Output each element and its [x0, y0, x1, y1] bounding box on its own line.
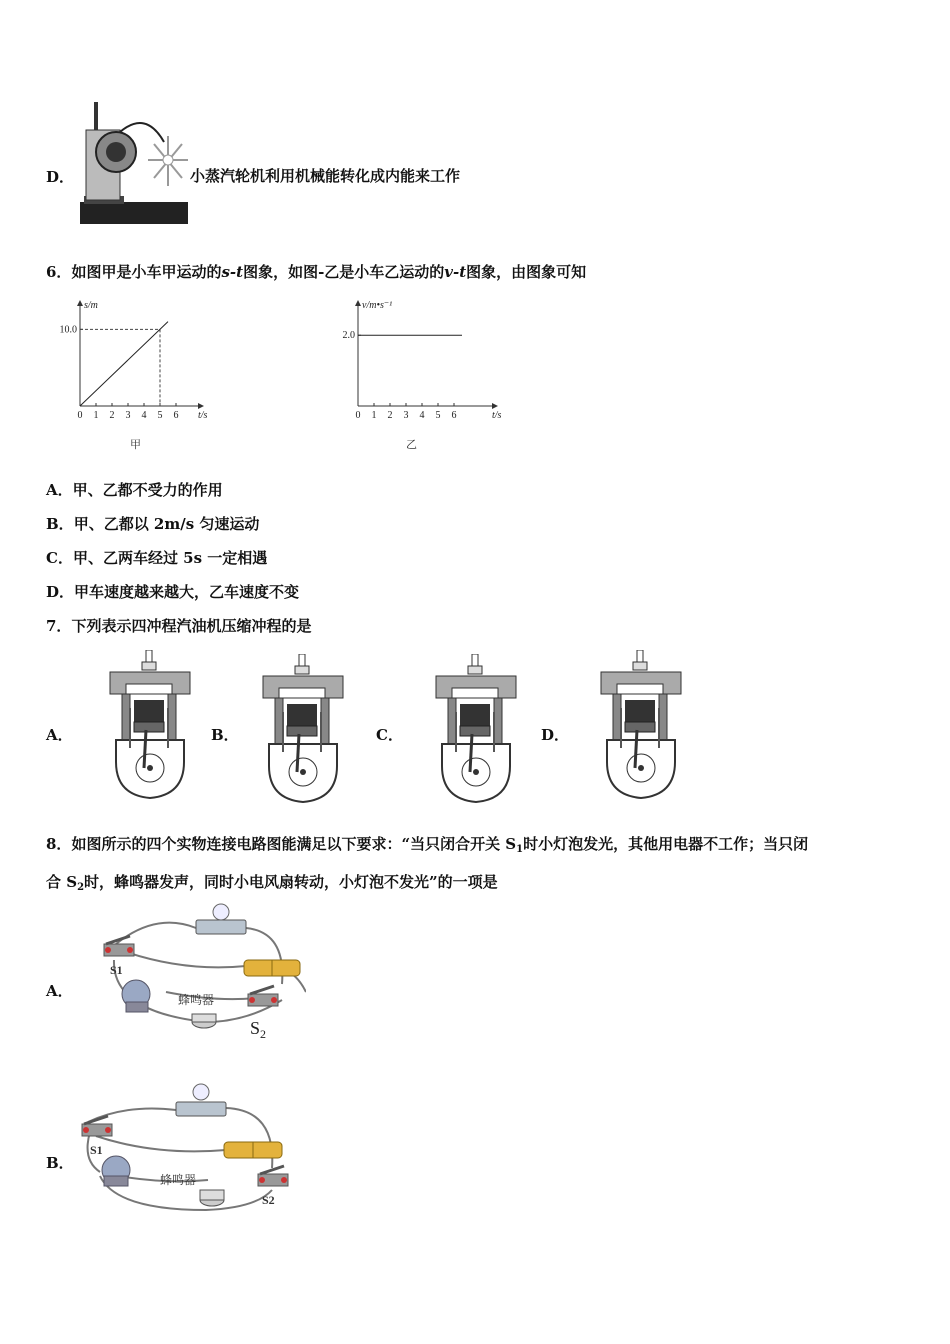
x-tick-label: 0: [77, 410, 83, 421]
question-number: 7．: [46, 617, 72, 635]
x-tick-label: 1: [93, 410, 99, 421]
switch-s2-label: S2: [262, 1193, 275, 1207]
stem-part: 合 S: [46, 873, 78, 891]
stem-part: 图象，如图-乙是小车乙运动的: [243, 263, 445, 281]
x-tick-label: 2: [109, 410, 115, 421]
q6-option-c[interactable]: [46, 547, 267, 568]
q6-stem: [46, 261, 586, 282]
q8-stem-line2: [46, 871, 498, 893]
switch-s1-label: S1: [110, 963, 123, 977]
q7-option-d[interactable]: [541, 650, 701, 800]
q8-stem-line1: [46, 833, 808, 855]
stem-italic: s-t: [221, 263, 244, 281]
q7-option-b[interactable]: [211, 650, 371, 800]
y-axis-label: v/m•s⁻¹: [362, 300, 393, 311]
x-tick-label: 3: [403, 410, 409, 421]
q5-option-d: [46, 100, 646, 230]
x-axis-arrow: [492, 403, 498, 409]
engine-diagram: [416, 654, 536, 804]
vt-graph: [328, 294, 518, 424]
stem-part: 时小灯泡发光，其他用电器不工作；当只闭: [523, 835, 809, 853]
switch-s2-icon: [258, 1166, 288, 1186]
q7-stem: [46, 615, 311, 636]
series-line: [80, 322, 168, 406]
switch-s2-icon: [248, 986, 278, 1006]
option-text: 小蒸汽轮机利用机械能转化成内能来工作: [190, 167, 461, 185]
fan-icon: [122, 980, 150, 1012]
x-axis-label: t/s: [492, 410, 502, 421]
bulb-icon: [196, 904, 246, 934]
chart-caption: 甲: [130, 438, 141, 451]
st-graph: [50, 294, 220, 424]
y-axis-label: s/m: [84, 300, 98, 311]
switch-s1-icon: [104, 936, 134, 956]
q7-option-a[interactable]: [46, 650, 206, 800]
q8-option-a[interactable]: [46, 902, 306, 1047]
option-text: 甲、乙都不受力的作用: [72, 481, 223, 499]
option-letter: D．: [46, 168, 75, 186]
engine-diagram: [581, 650, 701, 800]
stem-part: 图象，由图象可知: [466, 263, 587, 281]
bulb-icon: [176, 1084, 226, 1116]
q8-option-b[interactable]: [46, 1080, 306, 1220]
q6-option-d[interactable]: [46, 581, 299, 602]
buzzer-label: 蜂鸣器: [160, 1173, 197, 1187]
x-tick-label: 4: [419, 410, 425, 421]
stem-part: 如图所示的四个实物连接电路图能满足以下要求：“当只闭合开关 S: [71, 835, 517, 853]
battery-icon: [244, 960, 300, 976]
fan-icon: [102, 1156, 130, 1186]
option-letter: A．: [46, 481, 73, 499]
chart-jia: [50, 294, 220, 454]
x-tick-label: 2: [387, 410, 393, 421]
stem-italic: v-t: [444, 263, 467, 281]
x-tick-label: 6: [451, 410, 457, 421]
x-tick-label: 0: [355, 410, 361, 421]
option-letter: D．: [46, 583, 75, 601]
option-text: 甲车速度越来越大，乙车速度不变: [74, 583, 300, 601]
engine-diagram: [90, 650, 210, 800]
y-tick-label: 2.0: [342, 330, 355, 342]
circuit-diagram-a: [96, 902, 306, 1042]
chart-yi: [328, 294, 518, 454]
buzzer-icon: [192, 1014, 216, 1028]
switch-s1-icon: [82, 1116, 112, 1136]
x-tick-label: 1: [371, 410, 377, 421]
y-tick-label: 10.0: [59, 324, 77, 336]
x-tick-label: 5: [435, 410, 441, 421]
x-tick-label: 3: [125, 410, 131, 421]
option-text: 甲、乙都以 2m/s 匀速运动: [73, 515, 260, 533]
buzzer-label: 蜂鸣器: [178, 993, 215, 1007]
stem-subscript: 2: [77, 882, 85, 893]
circuit-diagram-b: [76, 1080, 306, 1220]
switch-s2-label: $S_2$: [250, 1018, 267, 1041]
switch-s1-label: S1: [90, 1143, 103, 1157]
q7-option-c[interactable]: [376, 650, 536, 800]
stem-part: 如图甲是小车甲运动的: [71, 263, 222, 281]
steam-turbine-image: [76, 100, 191, 228]
stem-subscript: 1: [516, 844, 524, 855]
battery-icon: [224, 1142, 282, 1158]
engine-diagram: [243, 654, 363, 804]
q6-option-b[interactable]: [46, 513, 259, 534]
option-letter: B．: [46, 515, 74, 533]
option-letter: B．: [211, 726, 239, 744]
y-axis-arrow: [355, 300, 361, 306]
buzzer-icon: [200, 1190, 224, 1206]
question-number: 6．: [46, 263, 72, 281]
chart-caption: 乙: [406, 438, 417, 451]
option-letter: C．: [46, 549, 73, 567]
question-number: 8．: [46, 835, 72, 853]
x-axis-label: t/s: [198, 410, 208, 421]
option-letter: D．: [541, 726, 570, 744]
stem-part: 时，蜂鸣器发声，同时小电风扇转动，小灯泡不发光”的一项是: [84, 873, 498, 891]
x-tick-label: 4: [141, 410, 147, 421]
x-tick-label: 6: [173, 410, 179, 421]
x-tick-label: 5: [157, 410, 163, 421]
option-letter: A．: [46, 726, 73, 744]
x-axis-arrow: [198, 403, 204, 409]
stem-text: 下列表示四冲程汽油机压缩冲程的是: [71, 617, 312, 635]
option-letter: C．: [376, 726, 403, 744]
q6-option-a[interactable]: [46, 479, 223, 500]
option-letter: A．: [46, 982, 73, 1000]
option-letter: B．: [46, 1154, 74, 1172]
option-text: 甲、乙两车经过 5s 一定相遇: [72, 549, 268, 567]
y-axis-arrow: [77, 300, 83, 306]
